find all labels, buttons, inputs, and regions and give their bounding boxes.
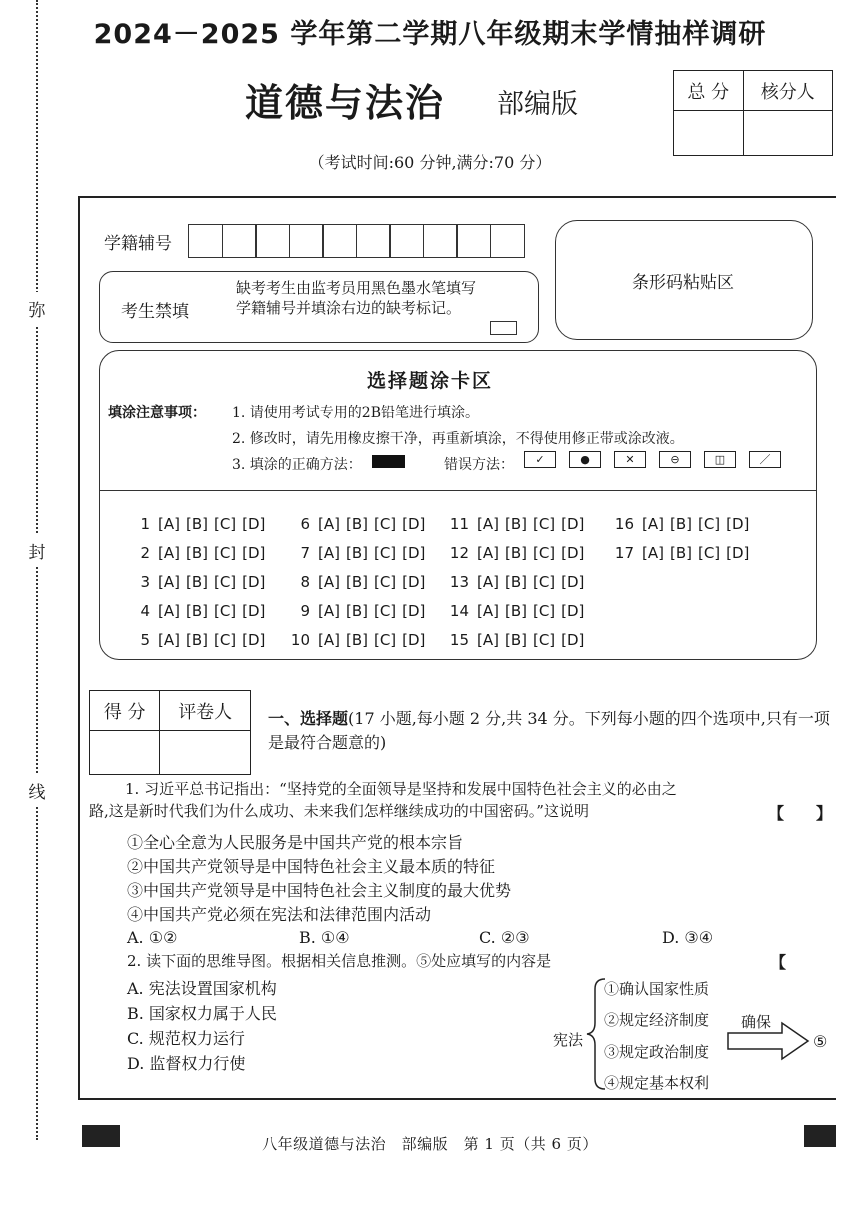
answer-option-bubble[interactable]: [A] xyxy=(318,602,340,620)
answer-row-number: 3 xyxy=(140,573,150,591)
answer-option-bubble[interactable]: [D] xyxy=(402,602,426,620)
checker-header: 核分人 xyxy=(743,71,832,111)
answer-row xyxy=(128,626,271,655)
answer-row xyxy=(128,568,271,597)
answer-row xyxy=(612,510,755,539)
answer-row xyxy=(612,539,755,568)
answer-option-bubble[interactable]: [A] xyxy=(477,515,499,533)
exam-title: 2024－2025 学年第二学期八年级期末学情抽样调研 xyxy=(93,19,767,50)
answer-option-bubble[interactable]: [C] xyxy=(532,573,556,591)
answer-row-number: 10 xyxy=(290,631,310,649)
answer-option-bubble[interactable]: [C] xyxy=(213,602,237,620)
mindmap-item-3: ③规定政治制度 xyxy=(604,1043,710,1061)
wrong-mark-dot: ● xyxy=(569,451,601,468)
section1-score-table xyxy=(89,690,251,775)
answer-option-bubble[interactable]: [C] xyxy=(213,515,237,533)
xueji-digit-box[interactable] xyxy=(322,224,357,258)
answer-row-number: 11 xyxy=(449,515,469,533)
answer-option-bubble[interactable]: [A] xyxy=(158,544,180,562)
answer-row xyxy=(447,510,590,539)
answer-option-bubble[interactable]: [C] xyxy=(532,544,556,562)
answer-option-bubble[interactable]: [B] xyxy=(185,515,208,533)
answer-option-bubble[interactable]: [B] xyxy=(185,573,208,591)
correct-mark-sample xyxy=(372,455,405,468)
wrong-mark-strike: ⊖ xyxy=(659,451,691,468)
wrong-mark-half: ◫ xyxy=(704,451,736,468)
answer-grid-column-3 xyxy=(447,510,590,655)
answer-option-bubble[interactable]: [C] xyxy=(697,544,721,562)
total-score-header: 总 分 xyxy=(674,71,744,111)
answer-option-bubble[interactable]: [D] xyxy=(242,515,266,533)
fill-correct-label: 3. 填涂的正确方法： xyxy=(232,457,362,473)
xueji-digit-box[interactable] xyxy=(389,224,424,258)
q1-option-d: D. ③④ xyxy=(662,928,714,947)
answer-option-bubble[interactable]: [B] xyxy=(504,573,527,591)
answer-option-bubble[interactable]: [A] xyxy=(158,631,180,649)
q1-stem-line2: 路,这是新时代我们为什么成功、未来我们怎样继续成功的中国密码。”这说明 xyxy=(89,802,589,820)
answer-row-number: 14 xyxy=(449,602,469,620)
answer-option-bubble[interactable]: [B] xyxy=(345,631,368,649)
answer-row-number: 1 xyxy=(140,515,150,533)
answer-option-bubble[interactable]: [A] xyxy=(318,573,340,591)
xueji-digit-box[interactable] xyxy=(289,224,324,258)
answer-option-bubble[interactable]: [D] xyxy=(561,573,585,591)
wrong-mark-check: ✓ xyxy=(524,451,556,468)
answer-row xyxy=(288,568,431,597)
mindmap-item-2: ②规定经济制度 xyxy=(604,1011,710,1029)
answer-option-bubble[interactable]: [C] xyxy=(213,631,237,649)
answer-option-bubble[interactable]: [B] xyxy=(185,602,208,620)
q2-option-c: C. 规范权力运行 xyxy=(127,1029,245,1048)
answer-option-bubble[interactable]: [B] xyxy=(504,602,527,620)
answer-option-bubble[interactable]: [B] xyxy=(185,631,208,649)
subject-title: 道德与法治 xyxy=(245,80,446,125)
mindmap-target: ⑤ xyxy=(813,1032,828,1051)
fill-notes-title: 填涂注意事项： xyxy=(108,405,206,421)
fill-note-2: 2. 修改时，请先用橡皮擦干净，再重新填涂，不得使用修正带或涂改液。 xyxy=(232,431,684,447)
answer-grid-column-1 xyxy=(128,510,271,655)
answer-option-bubble[interactable]: [C] xyxy=(532,602,556,620)
answer-row-number: 13 xyxy=(449,573,469,591)
answer-option-bubble[interactable]: [C] xyxy=(532,631,556,649)
xueji-boxes xyxy=(188,224,525,258)
wrong-mark-slash: ／ xyxy=(749,451,781,468)
answer-option-bubble[interactable]: [D] xyxy=(726,515,750,533)
q1-statement-3: ③中国共产党领导是中国特色社会主义制度的最大优势 xyxy=(127,881,512,900)
binding-char-mi: 弥 xyxy=(28,292,46,325)
absent-instructions: 缺考考生由监考员用黑色墨水笔填写学籍辅号并填涂右边的缺考标记。 xyxy=(236,279,477,317)
mindmap-root: 宪法 xyxy=(553,1031,584,1049)
answer-row-number: 9 xyxy=(300,602,310,620)
answer-row xyxy=(288,626,431,655)
answer-row xyxy=(128,510,271,539)
answer-row-number: 17 xyxy=(614,544,634,562)
answer-option-bubble[interactable]: [A] xyxy=(318,631,340,649)
answer-option-bubble[interactable]: [D] xyxy=(242,544,266,562)
answer-option-bubble[interactable]: [D] xyxy=(561,515,585,533)
section1-score-header: 得 分 xyxy=(90,691,160,731)
answer-option-bubble[interactable]: [D] xyxy=(402,544,426,562)
answer-option-bubble[interactable]: [D] xyxy=(726,544,750,562)
answer-option-bubble[interactable]: [B] xyxy=(669,515,692,533)
section1-grader-header: 评卷人 xyxy=(160,691,251,731)
xueji-digit-box[interactable] xyxy=(490,224,525,258)
answer-row xyxy=(128,539,271,568)
choice-card-divider xyxy=(99,490,817,491)
answer-row-number: 12 xyxy=(449,544,469,562)
question-1 xyxy=(89,778,834,822)
answer-option-bubble[interactable]: [B] xyxy=(345,515,368,533)
answer-option-bubble[interactable]: [D] xyxy=(402,573,426,591)
xueji-digit-box[interactable] xyxy=(356,224,391,258)
answer-option-bubble[interactable]: [A] xyxy=(158,515,180,533)
answer-row xyxy=(447,568,590,597)
q2-stem: 2. 读下面的思维导图。根据相关信息推测。⑤处应填写的内容是 xyxy=(127,952,552,970)
q1-option-a: A. ①② xyxy=(127,928,178,947)
answer-option-bubble[interactable]: [A] xyxy=(158,573,180,591)
mindmap-arrow-icon xyxy=(726,1021,810,1061)
answer-option-bubble[interactable]: [A] xyxy=(318,515,340,533)
answer-option-bubble[interactable]: [A] xyxy=(477,573,499,591)
section1-heading-rest: (17 小题,每小题 2 分,共 34 分。下列每小题的四个选项中,只有一项是最符合题意的) xyxy=(268,709,830,752)
answer-row xyxy=(447,539,590,568)
answer-option-bubble[interactable]: [A] xyxy=(642,515,664,533)
answer-option-bubble[interactable]: [D] xyxy=(402,631,426,649)
answer-option-bubble[interactable]: [A] xyxy=(318,544,340,562)
section1-score-cell[interactable] xyxy=(90,731,160,775)
answer-option-bubble[interactable]: [B] xyxy=(504,544,527,562)
answer-row xyxy=(288,510,431,539)
section1-grader-cell[interactable] xyxy=(160,731,251,775)
fill-note-1: 1. 请使用考试专用的2B铅笔进行填涂。 xyxy=(232,405,480,421)
answer-option-bubble[interactable]: [C] xyxy=(213,544,237,562)
answer-option-bubble[interactable]: [C] xyxy=(373,573,397,591)
q1-statement-1: ①全心全意为人民服务是中国共产党的根本宗旨 xyxy=(127,833,464,852)
answer-option-bubble[interactable]: [B] xyxy=(669,544,692,562)
answer-option-bubble[interactable]: [D] xyxy=(242,631,266,649)
answer-option-bubble[interactable]: [B] xyxy=(504,515,527,533)
xueji-digit-box[interactable] xyxy=(423,224,458,258)
q2-option-a: A. 宪法设置国家机构 xyxy=(127,979,277,998)
absent-mark-checkbox[interactable] xyxy=(490,321,517,335)
answer-row xyxy=(447,626,590,655)
answer-option-bubble[interactable]: [C] xyxy=(532,515,556,533)
answer-option-bubble[interactable]: [B] xyxy=(345,573,368,591)
answer-grid-column-2 xyxy=(288,510,431,655)
answer-option-bubble[interactable]: [A] xyxy=(477,544,499,562)
answer-option-bubble[interactable]: [C] xyxy=(373,544,397,562)
q1-stem-line1: 1. 习近平总书记指出：“坚持党的全面领导是坚持和发展中国特色社会主义的必由之 xyxy=(125,780,677,798)
q2-answer-bracket[interactable]: 【 xyxy=(770,953,803,972)
answer-row xyxy=(288,597,431,626)
q1-answer-bracket[interactable]: 【 】 xyxy=(768,804,833,823)
wrong-marks xyxy=(524,451,781,468)
xueji-digit-box[interactable] xyxy=(222,224,257,258)
exam-info: （考试时间:60 分钟,满分:70 分） xyxy=(308,153,552,172)
answer-row-number: 2 xyxy=(140,544,150,562)
binding-char-xian: 线 xyxy=(28,774,46,807)
q1-option-c: C. ②③ xyxy=(479,928,530,947)
answer-option-bubble[interactable]: [B] xyxy=(504,631,527,649)
total-score-table xyxy=(673,70,833,156)
answer-row-number: 4 xyxy=(140,602,150,620)
xueji-label: 学籍辅号 xyxy=(104,234,172,254)
answer-option-bubble[interactable]: [B] xyxy=(345,602,368,620)
checker-cell[interactable] xyxy=(743,111,832,156)
answer-option-bubble[interactable]: [B] xyxy=(185,544,208,562)
answer-option-bubble[interactable]: [C] xyxy=(373,631,397,649)
q1-option-b: B. ①④ xyxy=(299,928,350,947)
answer-row-number: 6 xyxy=(300,515,310,533)
answer-row-number: 7 xyxy=(300,544,310,562)
answer-option-bubble[interactable]: [C] xyxy=(213,573,237,591)
answer-row xyxy=(128,597,271,626)
q2-option-b: B. 国家权力属于人民 xyxy=(127,1004,277,1023)
wrong-mark-cross: ✕ xyxy=(614,451,646,468)
answer-option-bubble[interactable]: [D] xyxy=(561,602,585,620)
mindmap-item-4: ④规定基本权利 xyxy=(604,1074,710,1092)
answer-row xyxy=(288,539,431,568)
binding-char-feng: 封 xyxy=(28,534,46,567)
answer-row xyxy=(447,597,590,626)
answer-option-bubble[interactable]: [A] xyxy=(477,602,499,620)
answer-option-bubble[interactable]: [A] xyxy=(158,602,180,620)
answer-row-number: 15 xyxy=(449,631,469,649)
q2-option-d: D. 监督权力行使 xyxy=(127,1054,246,1073)
answer-option-bubble[interactable]: [C] xyxy=(373,515,397,533)
page-footer: 八年级道德与法治 部编版 第 1 页（共 6 页） xyxy=(262,1135,598,1153)
xueji-digit-box[interactable] xyxy=(188,224,223,258)
section1-heading-bold: 一、选择题 xyxy=(268,709,349,728)
answer-option-bubble[interactable]: [D] xyxy=(242,602,266,620)
fill-wrong-label: 错误方法： xyxy=(444,457,514,473)
answer-option-bubble[interactable]: [D] xyxy=(561,631,585,649)
xueji-digit-box[interactable] xyxy=(456,224,491,258)
answer-option-bubble[interactable]: [A] xyxy=(642,544,664,562)
answer-grid-column-4 xyxy=(612,510,755,568)
answer-row-number: 8 xyxy=(300,573,310,591)
answer-row-number: 5 xyxy=(140,631,150,649)
total-score-cell[interactable] xyxy=(674,111,744,156)
answer-option-bubble[interactable]: [A] xyxy=(477,631,499,649)
answer-option-bubble[interactable]: [C] xyxy=(697,515,721,533)
answer-option-bubble[interactable]: [C] xyxy=(373,602,397,620)
answer-option-bubble[interactable]: [B] xyxy=(345,544,368,562)
barcode-label: 条形码粘贴区 xyxy=(632,273,734,293)
answer-option-bubble[interactable]: [D] xyxy=(561,544,585,562)
mindmap-arrow-label: 确保 xyxy=(741,1013,772,1031)
xueji-digit-box[interactable] xyxy=(255,224,290,258)
choice-card-title: 选择题涂卡区 xyxy=(366,370,493,392)
edition-label: 部编版 xyxy=(497,89,578,120)
answer-option-bubble[interactable]: [D] xyxy=(242,573,266,591)
mindmap-item-1: ①确认国家性质 xyxy=(604,980,710,998)
q1-statement-4: ④中国共产党必须在宪法和法律范围内活动 xyxy=(127,905,432,924)
q1-statement-2: ②中国共产党领导是中国特色社会主义最本质的特征 xyxy=(127,857,496,876)
answer-option-bubble[interactable]: [D] xyxy=(402,515,426,533)
section1-heading xyxy=(268,707,838,755)
absent-title: 考生禁填 xyxy=(121,302,189,322)
answer-row-number: 16 xyxy=(614,515,634,533)
